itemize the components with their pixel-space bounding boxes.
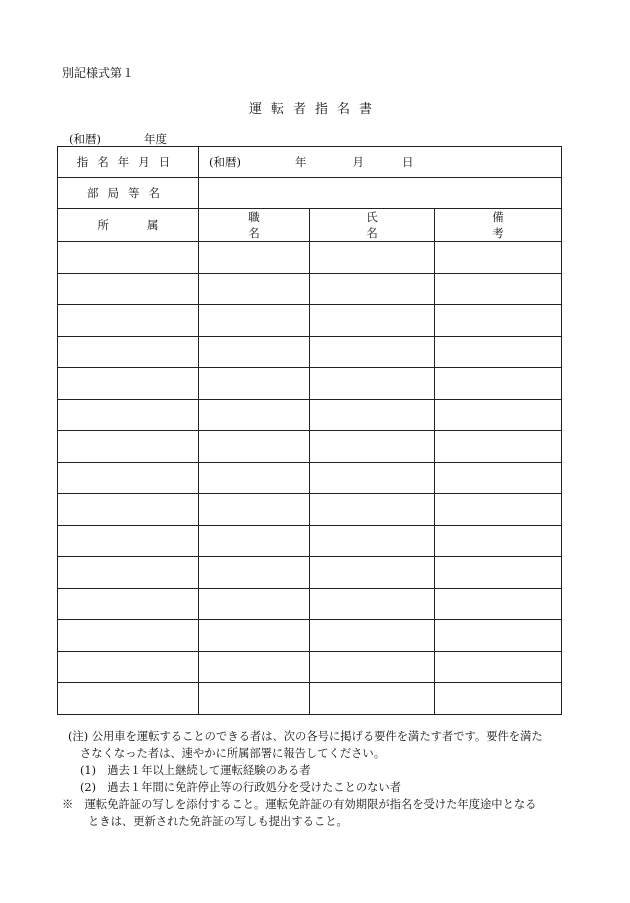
- entry-row: [58, 399, 562, 431]
- remarks-cell[interactable]: [435, 462, 562, 494]
- name-cell[interactable]: [310, 620, 435, 652]
- remarks-cell[interactable]: [435, 273, 562, 305]
- note-1-line-1: (注) 公用車を運転することのできる者は、次の各号に掲げる要件を満たす者です。要件を満た: [68, 730, 543, 743]
- job-title-cell[interactable]: [199, 620, 310, 652]
- entry-row: [58, 620, 562, 652]
- column-header-name: 氏名: [310, 209, 435, 242]
- job-title-cell[interactable]: [199, 431, 310, 463]
- remarks-cell[interactable]: [435, 588, 562, 620]
- form-reference: 別記様式第１: [62, 66, 135, 80]
- remarks-cell[interactable]: [435, 399, 562, 431]
- note-1-line-2: さなくなった者は、速やかに所属部署に報告してください。: [80, 747, 386, 760]
- note-2-line-2: ときは、更新された免許証の写しも提出すること。: [88, 815, 348, 828]
- remarks-cell[interactable]: [435, 683, 562, 715]
- day-unit: 日: [401, 155, 414, 169]
- date-label: 指名年月日: [58, 147, 199, 178]
- affiliation-cell[interactable]: [58, 683, 199, 715]
- column-header-job-title: 職名: [199, 209, 310, 242]
- remarks-cell[interactable]: [435, 242, 562, 274]
- job-title-cell[interactable]: [199, 399, 310, 431]
- job-title-cell[interactable]: [199, 683, 310, 715]
- name-cell[interactable]: [310, 494, 435, 526]
- year-unit: 年: [294, 155, 307, 169]
- entry-row: [58, 683, 562, 715]
- entry-row: [58, 242, 562, 274]
- job-title-cell[interactable]: [199, 242, 310, 274]
- entry-row: [58, 305, 562, 337]
- name-cell[interactable]: [310, 431, 435, 463]
- affiliation-cell[interactable]: [58, 431, 199, 463]
- column-header-affiliation: 所属: [58, 209, 199, 242]
- name-cell[interactable]: [310, 462, 435, 494]
- name-cell[interactable]: [310, 305, 435, 337]
- notes-section: [62, 728, 543, 830]
- job-title-cell[interactable]: [199, 494, 310, 526]
- name-cell[interactable]: [310, 242, 435, 274]
- name-cell[interactable]: [310, 368, 435, 400]
- affiliation-cell[interactable]: [58, 557, 199, 589]
- remarks-cell[interactable]: [435, 494, 562, 526]
- column-header-remarks: 備考: [435, 209, 562, 242]
- date-era: (和暦): [209, 155, 241, 169]
- name-cell[interactable]: [310, 399, 435, 431]
- entry-row: [58, 431, 562, 463]
- remarks-cell[interactable]: [435, 305, 562, 337]
- remarks-cell[interactable]: [435, 651, 562, 683]
- name-cell[interactable]: [310, 588, 435, 620]
- job-title-cell[interactable]: [199, 305, 310, 337]
- affiliation-cell[interactable]: [58, 651, 199, 683]
- affiliation-cell[interactable]: [58, 462, 199, 494]
- entry-row: [58, 336, 562, 368]
- entry-row: [58, 462, 562, 494]
- affiliation-cell[interactable]: [58, 368, 199, 400]
- affiliation-cell[interactable]: [58, 620, 199, 652]
- job-title-cell[interactable]: [199, 336, 310, 368]
- remarks-cell[interactable]: [435, 431, 562, 463]
- name-cell[interactable]: [310, 651, 435, 683]
- department-label: 部局等名: [58, 178, 199, 209]
- designation-form-table: [57, 146, 562, 715]
- name-cell[interactable]: [310, 336, 435, 368]
- affiliation-cell[interactable]: [58, 494, 199, 526]
- remarks-cell[interactable]: [435, 557, 562, 589]
- name-cell[interactable]: [310, 525, 435, 557]
- remarks-cell[interactable]: [435, 620, 562, 652]
- department-field[interactable]: [199, 178, 562, 209]
- job-title-cell[interactable]: [199, 368, 310, 400]
- affiliation-cell[interactable]: [58, 242, 199, 274]
- entry-row: [58, 557, 562, 589]
- job-title-cell[interactable]: [199, 651, 310, 683]
- entry-row: [58, 368, 562, 400]
- remarks-cell[interactable]: [435, 525, 562, 557]
- affiliation-cell[interactable]: [58, 399, 199, 431]
- job-title-cell[interactable]: [199, 462, 310, 494]
- entry-row: [58, 494, 562, 526]
- entry-row: [58, 651, 562, 683]
- column-header-row: [58, 209, 562, 242]
- job-title-cell[interactable]: [199, 588, 310, 620]
- name-cell[interactable]: [310, 557, 435, 589]
- affiliation-cell[interactable]: [58, 588, 199, 620]
- remarks-cell[interactable]: [435, 336, 562, 368]
- department-row: [58, 178, 562, 209]
- affiliation-cell[interactable]: [58, 336, 199, 368]
- note-item-1: (1) 過去１年以上継続して運転経験のある者: [80, 764, 311, 777]
- name-cell[interactable]: [310, 273, 435, 305]
- job-title-cell[interactable]: [199, 557, 310, 589]
- date-row: [58, 147, 562, 178]
- date-field[interactable]: [199, 147, 562, 178]
- affiliation-cell[interactable]: [58, 305, 199, 337]
- fiscal-year-label: 年度: [144, 132, 167, 146]
- note-2-line-1: ※ 運転免許証の写しを添付すること。運転免許証の有効期限が指名を受けた年度途中となる: [62, 798, 537, 811]
- affiliation-cell[interactable]: [58, 525, 199, 557]
- job-title-cell[interactable]: [199, 273, 310, 305]
- job-title-cell[interactable]: [199, 525, 310, 557]
- name-cell[interactable]: [310, 683, 435, 715]
- document-title: 運転者指名書: [248, 102, 381, 117]
- entry-row: [58, 588, 562, 620]
- entry-row: [58, 525, 562, 557]
- month-unit: 月: [352, 155, 364, 169]
- fiscal-year-era: (和暦): [69, 132, 101, 146]
- entry-row: [58, 273, 562, 305]
- note-item-2: (2) 過去１年間に免許停止等の行政処分を受けたことのない者: [80, 781, 402, 794]
- remarks-cell[interactable]: [435, 368, 562, 400]
- affiliation-cell[interactable]: [58, 273, 199, 305]
